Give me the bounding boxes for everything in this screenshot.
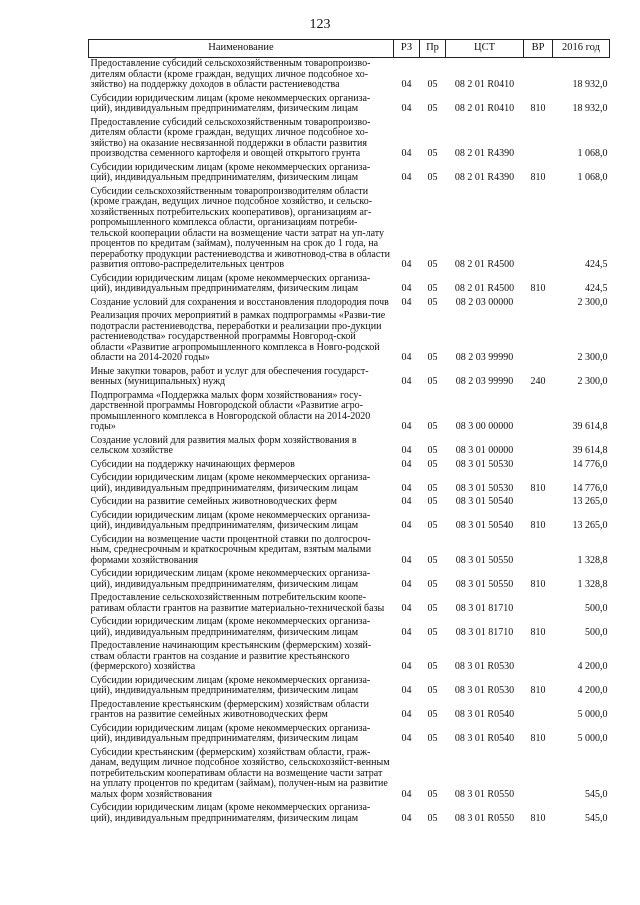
- row-vr: 810: [530, 733, 546, 744]
- row-cst: 08 3 01 50550: [455, 554, 514, 566]
- row-name: Подпрограмма «Поддержка малых форм хозяйствования» госу-дарственной программы Новгородской области «Развитие агро-промышленного комплекса в Новгородской области на 2014-2020 годы»: [90, 389, 371, 432]
- row-pr: 05: [427, 445, 438, 456]
- row-amount: 18 932,0: [572, 103, 608, 114]
- row-cst: 08 3 01 R0530: [454, 685, 515, 696]
- row-cst: 08 2 03 99990: [455, 376, 514, 387]
- row-pr: 05: [427, 661, 438, 672]
- row-cst: 08 2 01 R4390: [454, 172, 515, 183]
- row-pr: 05: [427, 458, 438, 470]
- table-row: [89, 723, 610, 747]
- row-vr: 810: [530, 482, 546, 494]
- row-cst: 08 2 03 00000: [455, 296, 514, 308]
- row-rz: 04: [401, 482, 412, 494]
- table-row: [89, 435, 610, 459]
- table-row: [89, 592, 610, 616]
- row-vr: 810: [530, 172, 546, 183]
- row-cst: 08 3 00 00000: [455, 421, 514, 432]
- row-cst: 08 3 01 R0550: [454, 812, 515, 824]
- row-name: Субсидии на поддержку начинающих фермеров: [90, 458, 295, 470]
- row-name: Субсидии юридическим лицам (кроме некоммерческих организа-ций), индивидуальным предпринимателям, физическим лицам: [90, 472, 371, 494]
- row-cst: 08 3 01 50530: [455, 458, 514, 470]
- row-name: Предоставление начинающим крестьянским (фермерским) хозяй-ствам области грантов на создание и развитие крестьянского (фермерского) хозяйства: [90, 640, 372, 672]
- header-vr: ВР: [524, 40, 553, 58]
- row-pr: 05: [427, 709, 438, 720]
- row-rz: 04: [401, 554, 412, 566]
- row-amount: 39 614,8: [572, 421, 608, 432]
- row-rz: 04: [401, 376, 412, 387]
- row-pr: 05: [427, 421, 438, 432]
- row-rz: 04: [401, 812, 412, 824]
- row-amount: 4 200,0: [577, 661, 608, 672]
- row-vr: [524, 390, 553, 435]
- row-pr: 05: [427, 496, 438, 507]
- row-amount: 2 300,0: [577, 352, 608, 363]
- row-pr: 05: [427, 259, 438, 270]
- row-pr: 05: [427, 172, 438, 183]
- table-row: [89, 675, 610, 699]
- table-row: [89, 162, 610, 186]
- table-row: [89, 616, 610, 640]
- row-name: Предоставление субсидий сельскохозяйственным товаропроизво-дителям области (кроме граждан, ведущих личное подсобное хо-зяйство) на поддержку доходов в области растениеводства: [90, 58, 371, 90]
- row-name: Создание условий для развития малых форм хозяйствования в сельском хозяйстве: [90, 434, 357, 456]
- header-rz: РЗ: [394, 40, 420, 58]
- row-cst: 08 2 01 R4390: [454, 148, 515, 159]
- row-name: Субсидии крестьянским (фермерским) хозяйствам области, граж-данам, ведущим личное подсобное хозяйство, сельскохозяйст-венным потребительским кооперативам области на возмещение части затрат на уплату процентов по кредитам (займам), получен-ным на развитие малых форм хозяйствования: [90, 746, 390, 800]
- table-row: [89, 117, 610, 162]
- row-name: Субсидии юридическим лицам (кроме некоммерческих организа-ций), индивидуальным предпринимателям, физическим лицам: [90, 509, 371, 531]
- row-pr: 05: [427, 376, 438, 387]
- row-name: Субсидии юридическим лицам (кроме некоммерческих организа-ций), индивидуальным предпринимателям, физическим лицам: [90, 674, 371, 696]
- row-name: Субсидии юридическим лицам (кроме некоммерческих организа-ций), индивидуальным предпринимателям, физическим лицам: [90, 272, 371, 294]
- table-row: [89, 93, 610, 117]
- row-amount: 14 776,0: [572, 458, 608, 470]
- row-name: Предоставление сельскохозяйственным потребительским коопе-ративам области грантов на развитие материально-технической базы: [90, 592, 385, 614]
- table-row: [89, 534, 610, 569]
- row-vr: [524, 435, 553, 459]
- row-cst: 08 2 01 R0410: [454, 79, 515, 90]
- row-rz: 04: [401, 733, 412, 744]
- row-pr: 05: [427, 812, 438, 824]
- table-row: [89, 186, 610, 273]
- page-number: 123: [309, 17, 331, 32]
- table-row: [89, 699, 610, 723]
- row-rz: 04: [401, 283, 412, 294]
- row-vr: 810: [530, 812, 546, 824]
- row-amount: 13 265,0: [572, 496, 608, 507]
- row-amount: 14 776,0: [572, 482, 608, 494]
- row-amount: 545,0: [585, 788, 608, 800]
- row-cst: 08 3 01 50540: [455, 520, 514, 531]
- row-rz: 04: [401, 709, 412, 720]
- row-vr: [524, 534, 553, 569]
- row-rz: 04: [401, 602, 412, 614]
- table-row: [89, 802, 610, 826]
- row-vr: [524, 699, 553, 723]
- row-pr: 05: [427, 685, 438, 696]
- row-name: Субсидии юридическим лицам (кроме некоммерческих организа-ций), индивидуальным предпринимателям, физическим лицам: [90, 616, 371, 638]
- row-pr: 05: [427, 602, 438, 614]
- row-cst: 08 2 01 R4500: [454, 283, 515, 294]
- table-row: [89, 459, 610, 473]
- row-amount: 4 200,0: [577, 685, 608, 696]
- row-amount: 2 300,0: [577, 376, 608, 387]
- row-pr: 05: [427, 626, 438, 638]
- table-row: [89, 747, 610, 803]
- row-vr: [524, 186, 553, 273]
- row-cst: 08 2 01 R0410: [454, 103, 515, 114]
- table-body: [89, 58, 610, 827]
- row-cst: 08 3 01 81710: [455, 626, 514, 638]
- table-row: [89, 390, 610, 435]
- row-pr: 05: [427, 296, 438, 308]
- row-rz: 04: [401, 661, 412, 672]
- row-rz: 04: [401, 421, 412, 432]
- row-name: Субсидии юридическим лицам (кроме некоммерческих организа-ций), индивидуальным предпринимателям, физическим лицам: [90, 568, 371, 590]
- row-rz: 04: [401, 685, 412, 696]
- row-vr: [524, 640, 553, 675]
- row-amount: 5 000,0: [577, 709, 608, 720]
- row-vr: [524, 592, 553, 616]
- row-vr: [524, 496, 553, 510]
- header-cst: ЦСТ: [446, 40, 524, 58]
- header-year: 2016 год: [553, 40, 610, 58]
- row-rz: 04: [401, 172, 412, 183]
- table-header-row: [89, 40, 610, 58]
- row-name: Предоставление крестьянским (фермерским) хозяйствам области грантов на развитие семейных животноводческих ферм: [90, 698, 370, 720]
- row-vr: 240: [530, 376, 546, 387]
- row-vr: 810: [530, 283, 546, 294]
- row-amount: 18 932,0: [572, 79, 608, 90]
- row-cst: 08 3 01 50530: [455, 482, 514, 494]
- row-vr: [524, 117, 553, 162]
- row-name: Субсидии юридическим лицам (кроме некоммерческих организа-ций), индивидуальным предпринимателям, физическим лицам: [90, 802, 371, 824]
- row-name: Субсидии юридическим лицам (кроме некоммерческих организа-ций), индивидуальным предпринимателям, физическим лицам: [90, 92, 371, 114]
- table-row: [89, 58, 610, 93]
- row-rz: 04: [401, 296, 412, 308]
- table-row: [89, 472, 610, 496]
- row-amount: 1 068,0: [577, 148, 608, 159]
- table-row: [89, 310, 610, 366]
- row-name: Предоставление субсидий сельскохозяйственным товаропроизво-дителям области (кроме граждан, ведущих личное подсобное хо-зяйство) на оказание несвязанной поддержки в области развития производства семенного картофеля и овощей открытого грунта: [90, 116, 371, 159]
- row-name: Иные закупки товаров, работ и услуг для обеспечения государст-венных (муниципальных) нужд: [90, 365, 369, 387]
- header-pr: Пр: [420, 40, 446, 58]
- row-rz: 04: [401, 103, 412, 114]
- row-rz: 04: [401, 79, 412, 90]
- budget-table: [88, 39, 610, 826]
- row-vr: 810: [530, 520, 546, 531]
- row-cst: 08 3 01 R0540: [454, 709, 515, 720]
- row-amount: 1 068,0: [577, 172, 608, 183]
- table-row: [89, 273, 610, 297]
- row-vr: [524, 747, 553, 803]
- row-cst: 08 3 01 81710: [455, 602, 514, 614]
- row-cst: 08 2 03 99990: [455, 352, 514, 363]
- row-rz: 04: [401, 788, 412, 800]
- table-row: [89, 510, 610, 534]
- table-row: [89, 366, 610, 390]
- row-cst: 08 2 01 R4500: [454, 259, 515, 270]
- row-vr: [524, 58, 553, 93]
- row-vr: 810: [530, 578, 546, 590]
- row-name: Реализация прочих мероприятий в рамках подпрограммы «Разви-тие подотрасли растениеводства, переработки и реализации про-дукции растениеводства» государственной программы Новгород-ской области «Развитие агропромышленного комплекса в Новго-родской области на 2014-2020 годы»: [90, 310, 386, 363]
- row-vr: [524, 459, 553, 473]
- row-amount: 1 328,8: [577, 554, 608, 566]
- row-amount: 1 328,8: [577, 578, 608, 590]
- row-name: Создание условий для сохранения и восстановления плодородия почв: [90, 296, 389, 308]
- row-pr: 05: [427, 79, 438, 90]
- row-vr: [524, 310, 553, 366]
- table-row: [89, 568, 610, 592]
- row-name: Субсидии на развитие семейных животноводческих ферм: [90, 496, 337, 507]
- row-pr: 05: [427, 103, 438, 114]
- row-rz: 04: [401, 496, 412, 507]
- row-amount: 39 614,8: [572, 445, 608, 456]
- table-row: [89, 496, 610, 510]
- header-name: Наименование: [89, 40, 394, 58]
- row-vr: 810: [530, 685, 546, 696]
- row-pr: 05: [427, 554, 438, 566]
- table-row: [89, 640, 610, 675]
- row-pr: 05: [427, 283, 438, 294]
- row-name: Субсидии юридическим лицам (кроме некоммерческих организа-ций), индивидуальным предпринимателям, физическим лицам: [90, 161, 371, 183]
- row-rz: 04: [401, 352, 412, 363]
- row-rz: 04: [401, 626, 412, 638]
- row-cst: 08 3 01 50540: [455, 496, 514, 507]
- row-cst: 08 3 01 R0540: [454, 733, 515, 744]
- row-cst: 08 3 01 R0530: [454, 661, 515, 672]
- row-pr: 05: [427, 578, 438, 590]
- row-rz: 04: [401, 259, 412, 270]
- row-name: Субсидии на возмещение части процентной ставки по долгосроч-ным, среднесрочным и краткосрочным кредитам, взятым малыми формами хозяйствования: [90, 533, 372, 566]
- row-rz: 04: [401, 458, 412, 470]
- row-vr: [524, 297, 553, 311]
- row-rz: 04: [401, 520, 412, 531]
- row-rz: 04: [401, 445, 412, 456]
- row-pr: 05: [427, 520, 438, 531]
- row-amount: 424,5: [585, 283, 608, 294]
- row-pr: 05: [427, 788, 438, 800]
- row-rz: 04: [401, 578, 412, 590]
- row-amount: 5 000,0: [577, 733, 608, 744]
- row-pr: 05: [427, 352, 438, 363]
- row-amount: 545,0: [585, 812, 608, 824]
- row-pr: 05: [427, 482, 438, 494]
- row-amount: 13 265,0: [572, 520, 608, 531]
- row-cst: 08 3 01 50550: [455, 578, 514, 590]
- row-name: Субсидии юридическим лицам (кроме некоммерческих организа-ций), индивидуальным предпринимателям, физическим лицам: [90, 722, 371, 744]
- row-amount: 500,0: [585, 602, 608, 614]
- row-cst: 08 3 01 R0550: [454, 788, 515, 800]
- row-vr: 810: [530, 103, 546, 114]
- table-row: [89, 297, 610, 311]
- row-amount: 424,5: [585, 259, 608, 270]
- row-pr: 05: [427, 733, 438, 744]
- row-vr: 810: [530, 626, 546, 638]
- row-rz: 04: [401, 148, 412, 159]
- row-cst: 08 3 01 00000: [455, 445, 514, 456]
- row-amount: 500,0: [585, 626, 608, 638]
- row-pr: 05: [427, 148, 438, 159]
- row-amount: 2 300,0: [577, 296, 608, 308]
- row-name: Субсидии сельскохозяйственным товаропроизводителям области (кроме граждан, ведущих личное подсобное хозяйство, и сельско-хозяйственных потребительских кооперативов), организациям аг-ропромышленного комплекса области, организациям потреби-тельской кооперации области на возмещение части затрат на уп-лату процентов по кредитам (займам), полученным на срок до 1 года, на переработку продукции растениеводства и животновод-ства в области развития оптово-распределительных центров: [90, 185, 391, 270]
